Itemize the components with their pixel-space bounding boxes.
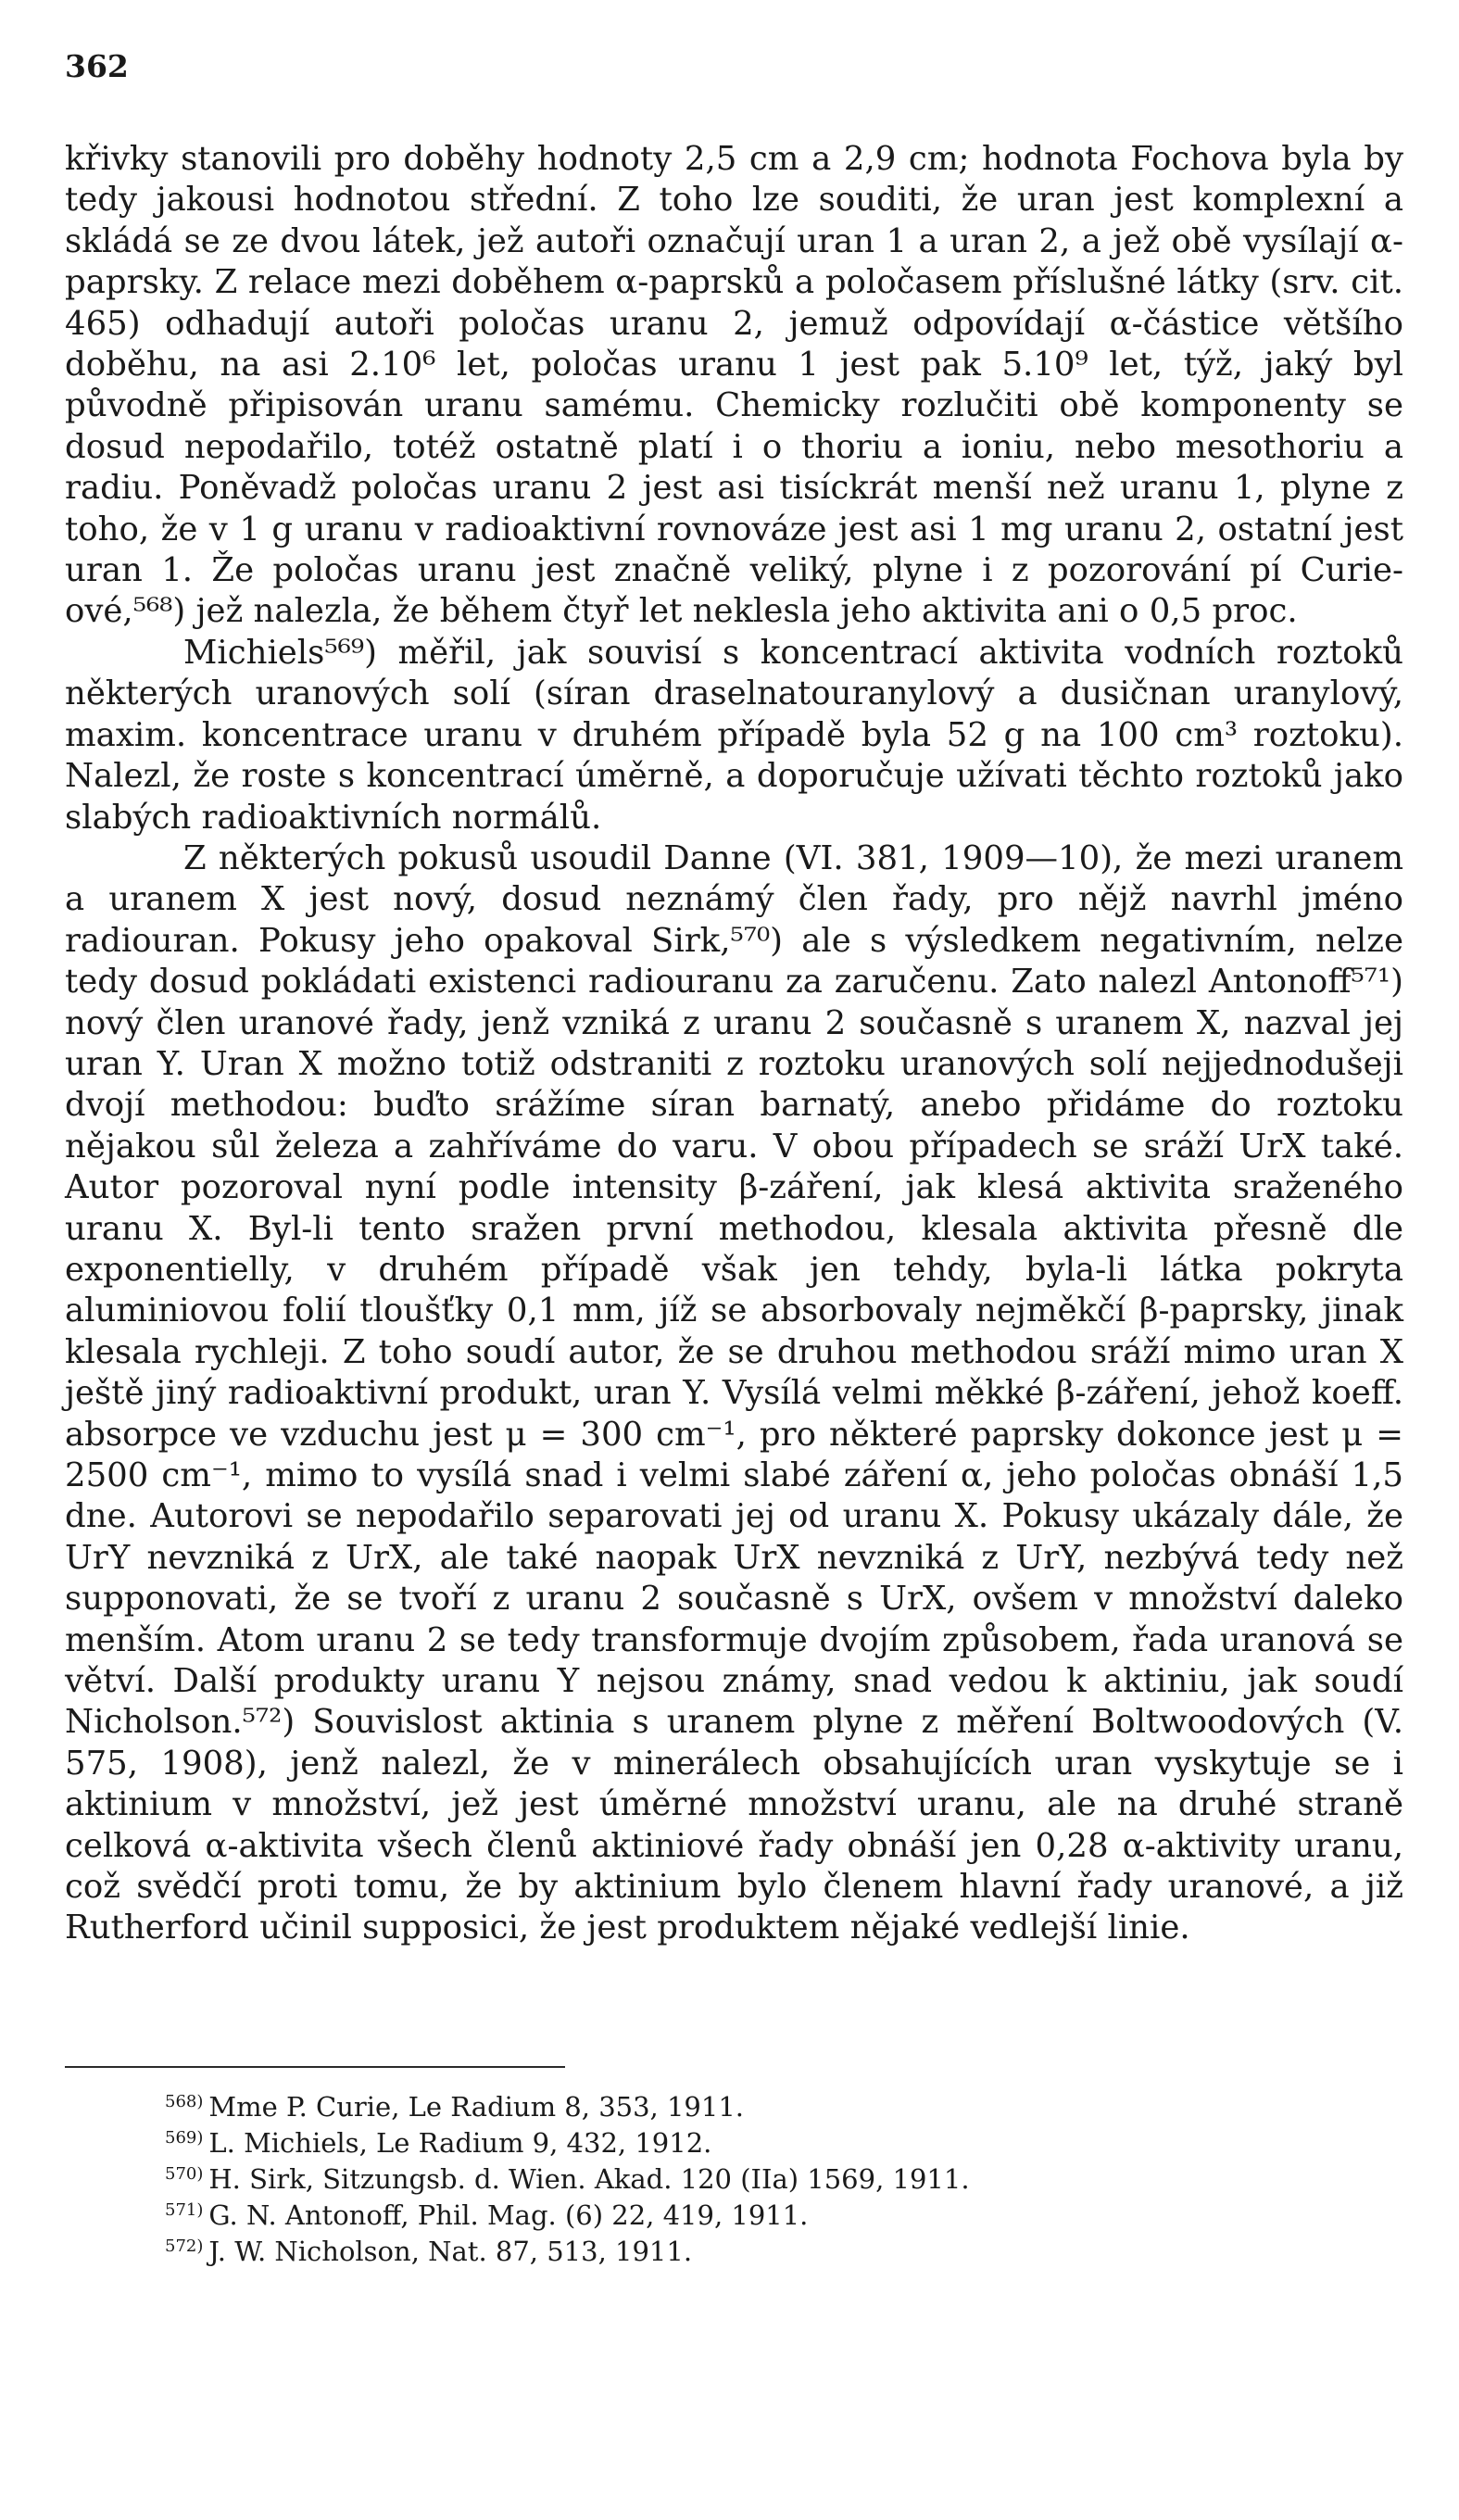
- footnote: [165, 2195, 1369, 2231]
- footnote-text: H. Sirk, Sitzungsb. d. Wien. Akad. 120 (IIa) 1569, 1911.: [208, 2163, 970, 2195]
- footnote-text: J. W. Nicholson, Nat. 87, 513, 1911.: [208, 2236, 693, 2267]
- footnote: [165, 2159, 1369, 2195]
- paragraph-uranium-y: Z některých pokusů usoudil Danne (VI. 381, 1909—10), že mezi uranem a uranem X jest nový, dosud neznámý člen řady, pro nějž navrhl jméno radiouran. Pokusy jeho opakoval Sirk,⁵⁷⁰) ale s výsledkem negativním, nelze tedy dosud pokládati existenci radiouranu za zaručenu. Zato nalezl Antonoff⁵⁷¹) nový člen uranové řady, jenž vzniká z uranu 2 současně s uranem X, nazval jej uran Y. Uran X možno totiž odstraniti z roztoku uranových solí nejjednodušeji dvojí methodou: buďto srážíme síran barnatý, anebo přidáme do roztoku nějakou sůl železa a zahříváme do varu. V obou případech se sráží UrX také. Autor pozoroval nyní podle intensity β-záření, jak klesá aktivita sraženého uranu X. Byl-li tento sražen první methodou, klesala aktivita přesně dle exponentielly, v druhém případě však jen tehdy, byla-li látka pokryta aluminiovou folií tloušťky 0,1 mm, jíž se absorbovaly nejměkčí β-paprsky, jinak klesala rychleji. Z toho soudí autor, že se druhou methodou sráží mimo uran X ještě jiný radioaktivní produkt, uran Y. Vysílá velmi měkké β-záření, jehož koeff. absorpce ve vzduchu jest μ = 300 cm⁻¹, pro některé paprsky dokonce jest μ = 2500 cm⁻¹, mimo to vysílá snad i velmi slabé záření α, jeho poločas obnáší 1,5 dne. Autorovi se nepodařilo separovati jej od uranu X. Pokusy ukázaly dále, že UrY nevzniká z UrX, ale také naopak UrX nevzniká z UrY, nezbývá tedy než supponovati, že se tvoří z uranu 2 současně s UrX, ovšem v množství daleko menším. Atom uranu 2 se tedy transformuje dvojím způsobem, řada uranová se větví. Další produkty uranu Y nejsou známy, snad vedou k aktiniu, jak soudí Nicholson.⁵⁷²) Souvislost aktinia s uranem plyne z měření Boltwoodových (V. 575, 1908), jenž nalezl, že v minerálech obsahujících uran vyskytuje se i aktinium v množství, jež jest úměrné množství uranu, ale na druhé straně celková α-aktivita všech členů aktiniové řady obnáší jen 0,28 α-aktivity uranu, což svědčí proti tomu, že by aktinium bylo členem hlavní řady uranové, a již Rutherford učinil supposici, že jest produktem nějaké vedlejší linie.: [65, 838, 1403, 1947]
- footnote: [165, 2123, 1369, 2159]
- footnote-mark: 571): [165, 2200, 204, 2220]
- footnote-text: G. N. Antonoff, Phil. Mag. (6) 22, 419, 1911.: [208, 2199, 809, 2231]
- footnote: [165, 2231, 1369, 2267]
- page-number: 362: [65, 48, 129, 84]
- footnote-text: L. Michiels, Le Radium 9, 432, 1912.: [208, 2127, 712, 2159]
- book-page: [65, 0, 1403, 2520]
- footnote-mark: 572): [165, 2236, 204, 2256]
- footnote-text: Mme P. Curie, Le Radium 8, 353, 1911.: [208, 2091, 744, 2123]
- footnotes: [165, 2086, 1369, 2267]
- footnote-mark: 570): [165, 2164, 204, 2184]
- paragraph-uranium-components: křivky stanovili pro doběhy hodnoty 2,5 cm a 2,9 cm; hodnota Fochova byla by tedy jakousi hodnotou střední. Z toho lze souditi, že uran jest komplexní a skládá se ze dvou látek, jež autoři označují uran 1 a uran 2, a jež obě vysílají α-paprsky. Z relace mezi doběhem α-paprsků a poločasem příslušné látky (srv. cit. 465) odhadují autoři poločas uranu 2, jemuž odpovídají α-částice většího doběhu, na asi 2.10⁶ let, poločas uranu 1 jest pak 5.10⁹ let, týž, jaký byl původně připisován uranu samému. Chemicky rozlučiti obě komponenty se dosud nepodařilo, totéž ostatně platí i o thoriu a ioniu, nebo mesothoriu a radiu. Poněvadž poločas uranu 2 jest asi tisíckrát menší než uranu 1, plyne z toho, že v 1 g uranu v radioaktivní rovnováze jest asi 1 mg uranu 2, ostatní jest uran 1. Že poločas uranu jest značně veliký, plyne i z pozorování pí Curie-ové,⁵⁶⁸) jež nalezla, že během čtyř let neklesla jeho aktivita ani o 0,5 proc.: [65, 140, 1403, 631]
- footnote-divider: [65, 2066, 565, 2068]
- footnote-mark: 569): [165, 2128, 204, 2148]
- footnote-mark: 568): [165, 2092, 204, 2111]
- body-text: [65, 139, 1403, 1949]
- paragraph-michiels: Michiels⁵⁶⁹) měřil, jak souvisí s koncentrací aktivita vodních roztoků některých uranových solí (síran draselnatouranylový a dusičnan uranylový, maxim. koncentrace uranu v druhém případě byla 52 g na 100 cm³ roztoku). Nalezl, že roste s koncentrací úměrně, a doporučuje užívati těchto roztoků jako slabých radioaktivních normálů.: [65, 633, 1403, 837]
- footnote: [165, 2086, 1369, 2123]
